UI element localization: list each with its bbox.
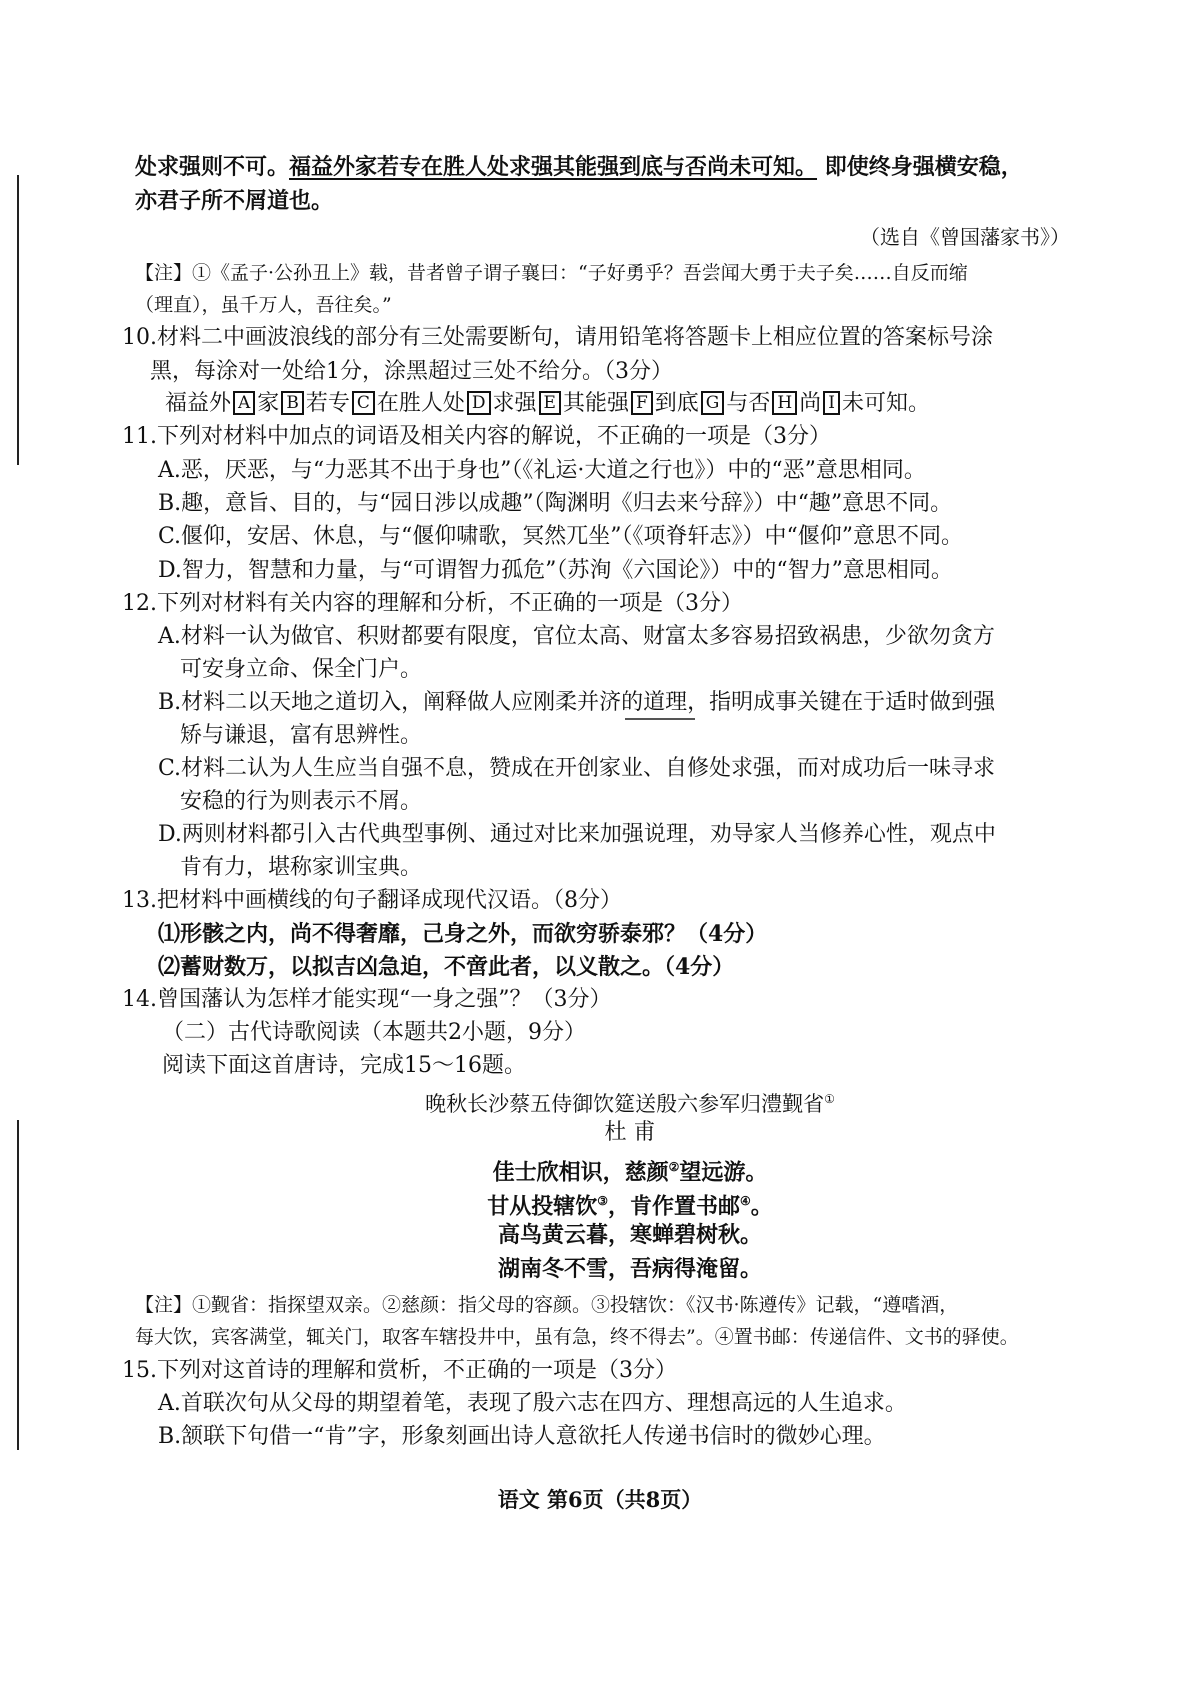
option-box[interactable]: F (631, 391, 653, 415)
option-a: A.材料一认为做官、积财都要有限度，官位太高、财富太多容易招致祸患，少欲勿贪方 (158, 624, 995, 649)
option-box[interactable]: G (701, 391, 725, 415)
option-a: A.首联次句从父母的期望着笔，表现了殷六志在四方、理想高远的人生追求。 (158, 1391, 907, 1416)
poem-line: 佳士欣相识，慈颜②望远游。 (492, 1159, 768, 1186)
question-12: 12.下列对材料有关内容的理解和分析，不正确的一项是（3分） (122, 591, 743, 616)
material-text-line: 亦君子所不屑道也。 (135, 188, 334, 214)
page-footer: 语文 第6页（共8页） (497, 1487, 703, 1512)
option-box[interactable]: E (539, 391, 561, 415)
question-10-cont: 黑，每涂对一处给1分，涂黑超过三处不给分。（3分） (150, 359, 673, 384)
option-b: B.颔联下句借一“肯”字，形象刻画出诗人意欲托人传递书信时的微妙心理。 (158, 1424, 886, 1449)
note: 【注】①《孟子·公孙丑上》载，昔者曾子谓子襄曰：“子好勇乎？吾尝闻大勇于夫子矣……自反而缩 (135, 262, 968, 284)
poem-line: 高鸟黄云暮，寒蝉碧树秋。 (497, 1222, 762, 1248)
option-box[interactable]: H (772, 391, 797, 415)
option-b: B.材料二以天地之道切入，阐释做人应刚柔并济的道理，指明成事关键在于适时做到强 (158, 690, 996, 715)
option-box[interactable]: C (352, 391, 375, 415)
sentence-break-options: 福益外 A 家 B 若专 C 在胜人处 D 求强 E 其能强 F 到底 G 与否 H 尚 I 未可知。 (165, 391, 930, 416)
option-a-cont: 可安身立命、保全门户。 (180, 657, 423, 682)
question-10: 10.材料二中画波浪线的部分有三处需要断句，请用铅笔将答题卡上相应位置的答案标号涂 (122, 325, 993, 350)
question-13: 13.把材料中画横线的句子翻译成现代汉语。（8分） (122, 888, 622, 913)
poem-note: 【注】①觐省：指探望双亲。②慈颜：指父母的容颜。③投辖饮：《汉书·陈遵传》记载，“遵嗜酒， (135, 1294, 959, 1316)
option-c: C.材料二认为人生应当自强不息，赞成在开创家业、自修处求强，而对成功后一味寻求 (158, 756, 996, 781)
poem-note: 每大饮，宾客满堂，辄关门，取客车辖投井中，虽有急，终不得去”。④置书邮：传递信件、文书的驿使。 (135, 1326, 1019, 1348)
option-a: A.恶，厌恶，与“力恶其不出于身也”（《礼运·大道之行也》）中的“恶”意思相同。 (158, 458, 926, 483)
option-c: C.偃仰，安居、休息，与“偃仰啸歌，冥然兀坐”（《项脊轩志》）中“偃仰”意思不同。 (158, 524, 964, 549)
scan-mark (625, 718, 695, 720)
poem-line: 甘从投辖饮③，肯作置书邮④。 (487, 1193, 773, 1220)
option-c-cont: 安稳的行为则表示不屑。 (180, 789, 423, 814)
option-d: D.两则材料都引入古代典型事例、通过对比来加强说理，劝导家人当修养心性，观点中 (158, 822, 996, 847)
question-11: 11.下列对材料中加点的词语及相关内容的解说，不正确的一项是（3分） (122, 424, 831, 449)
material-text-line: 处求强则不可。福益外家若专在胜人处求强其能强到底与否尚未可知。 即使终身强横安稳， (135, 154, 1023, 180)
note: （理直），虽千万人，吾往矣。” (135, 294, 392, 316)
underlined-sentence: 福益外家若专在胜人处求强其能强到底与否尚未可知。 (289, 154, 818, 180)
poem-author: 杜 甫 (604, 1120, 656, 1145)
poem-title: 晚秋长沙蔡五侍御饮筵送殷六参军归澧觐省① (425, 1092, 835, 1116)
option-d: D.智力，智慧和力量，与“可谓智力孤危”（苏洵《六国论》）中的“智力”意思相同。 (158, 558, 953, 583)
translation-sentence-1: ⑴形骸之内，尚不得奢靡，己身之外，而欲穷骄泰邪？（4分） (158, 921, 768, 947)
option-b: B.趣，意旨、目的，与“园日涉以成趣”（陶渊明《归去来兮辞》）中“趣”意思不同。 (158, 491, 953, 516)
option-box[interactable]: D (467, 391, 491, 415)
poem-line: 湖南冬不雪，吾病得淹留。 (497, 1256, 762, 1282)
question-14: 14.曾国藩认为怎样才能实现“一身之强”？（3分） (122, 987, 612, 1012)
translation-sentence-2: ⑵蓄财数万，以拟吉凶急迫，不啻此者，以义散之。（4分） (158, 954, 735, 980)
source-citation: （选自《曾国藩家书》） (860, 225, 1070, 249)
section-heading: （二）古代诗歌阅读（本题共2小题，9分） (162, 1020, 586, 1045)
option-b-cont: 矫与谦退，富有思辨性。 (180, 723, 423, 748)
option-box[interactable]: B (281, 391, 304, 415)
section-instruction: 阅读下面这首唐诗，完成15～16题。 (162, 1053, 526, 1078)
option-box[interactable]: A (233, 391, 255, 415)
option-box[interactable]: I (823, 391, 840, 415)
question-15: 15.下列对这首诗的理解和赏析，不正确的一项是（3分） (122, 1358, 677, 1383)
option-d-cont: 肯有力，堪称家训宝典。 (180, 855, 423, 880)
margin-line-top (17, 175, 19, 465)
